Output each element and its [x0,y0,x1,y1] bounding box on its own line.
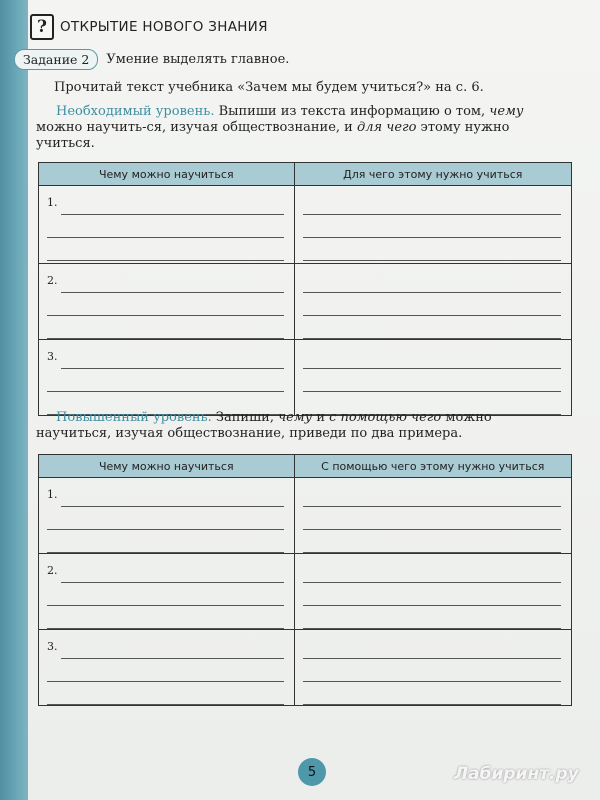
answer-line[interactable] [61,560,284,583]
advanced-level-paragraph: Повышенный уровень. Запиши, чему и с помощью чего можно научиться, изучая обществознание, приведи по два примера. [36,410,492,441]
row-number: 3. [47,640,58,653]
answer-line[interactable] [303,530,561,553]
answer-line[interactable] [303,606,561,629]
answer-line[interactable] [61,484,284,507]
answer-line[interactable] [47,583,284,606]
answer-line[interactable] [61,270,284,293]
answer-line[interactable] [47,316,284,339]
answer-line[interactable] [303,583,561,606]
question-mark-icon: ? [30,14,54,40]
section-title: ОТКРЫТИЕ НОВОГО ЗНАНИЯ [60,19,268,35]
instruction: Прочитай текст учебника «Зачем мы будем учиться?» на с. 6. [54,80,484,95]
table-basic [38,162,572,416]
row-number: 3. [47,350,58,363]
table-row [39,264,572,340]
answer-line[interactable] [303,369,561,392]
table-basic-header-2: Для чего этому нужно учиться [294,163,571,186]
answer-line[interactable] [303,238,561,261]
answer-line[interactable] [303,270,561,293]
answer-line[interactable] [47,293,284,316]
task-text: Умение выделять главное. [106,52,290,67]
advanced-level-label: Повышенный уровень. [56,410,212,425]
table-advanced [38,454,572,706]
answer-line[interactable] [47,530,284,553]
book-spine [0,0,28,800]
table-advanced-header-1: Чему можно научиться [39,455,295,478]
answer-line[interactable] [47,238,284,261]
row-number: 2. [47,274,58,287]
answer-line[interactable] [61,346,284,369]
answer-line[interactable] [47,369,284,392]
answer-line[interactable] [303,346,561,369]
answer-line[interactable] [47,659,284,682]
basic-level-label: Необходимый уровень. [56,104,215,119]
answer-line[interactable] [61,192,284,215]
task-row [14,49,289,70]
answer-line[interactable] [303,636,561,659]
answer-line[interactable] [303,560,561,583]
row-number: 2. [47,564,58,577]
answer-line[interactable] [303,507,561,530]
task-badge: Задание 2 [14,49,98,70]
answer-line[interactable] [303,682,561,705]
answer-line[interactable] [303,293,561,316]
answer-line[interactable] [47,682,284,705]
answer-line[interactable] [47,215,284,238]
answer-line[interactable] [47,507,284,530]
table-advanced-header-2: С помощью чего этому нужно учиться [294,455,571,478]
table-basic-header-1: Чему можно научиться [39,163,295,186]
row-number: 1. [47,196,58,209]
answer-line[interactable] [61,636,284,659]
watermark-logo: Лабиринт.ру [454,764,579,784]
answer-line[interactable] [47,606,284,629]
table-row [39,478,572,554]
section-header [30,14,268,40]
page-number: 5 [298,758,326,786]
answer-line[interactable] [303,192,561,215]
answer-line[interactable] [303,659,561,682]
table-row [39,630,572,706]
table-row [39,340,572,416]
table-row [39,554,572,630]
answer-line[interactable] [303,316,561,339]
table-row [39,186,572,264]
basic-level-paragraph: Необходимый уровень. Выпиши из текста информацию о том, чему можно научить-ся, изучая обществознание, и для чего этому нужно учиться. [36,104,524,151]
answer-line[interactable] [303,215,561,238]
answer-line[interactable] [303,484,561,507]
row-number: 1. [47,488,58,501]
